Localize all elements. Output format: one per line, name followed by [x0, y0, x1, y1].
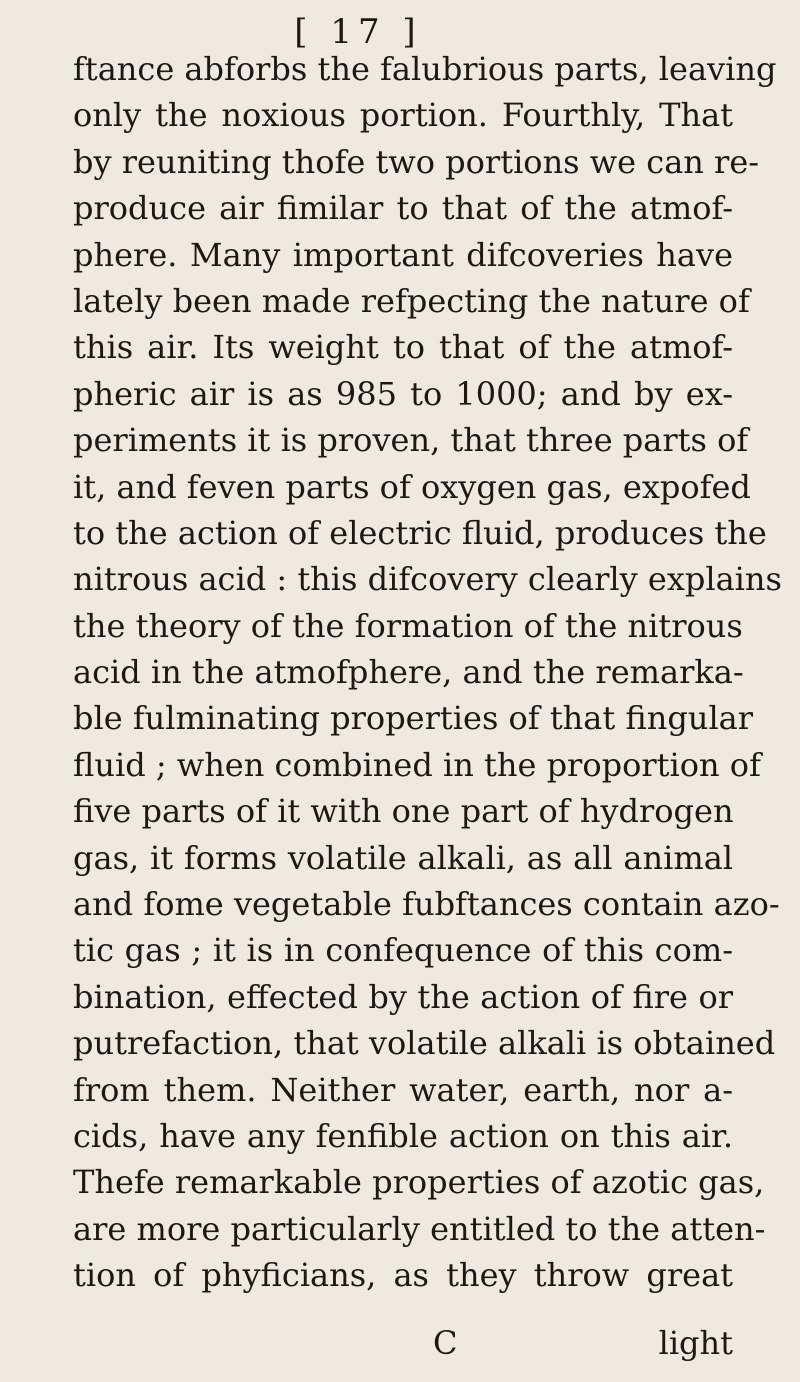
text-line: to the action of electric fluid, produces the — [73, 513, 767, 552]
text-line: ftance abforbs the falubrious parts, leaving — [73, 50, 777, 88]
text-line: by reuniting thofe two portions we can re- — [73, 142, 760, 181]
text-line: tic gas ; it is in confequence of this com- — [73, 931, 733, 970]
text-line: ble fulminating properties of that fingular — [73, 699, 754, 738]
text-line: bination, effected by the action of fire or — [73, 977, 733, 1016]
text-line: from them. Neither water, earth, nor a- — [73, 1070, 733, 1109]
text-line: produce air fimilar to that of the atmof- — [73, 189, 733, 228]
text-line: the theory of the formation of the nitrous — [73, 606, 743, 645]
text-line: phere. Many important difcoveries have — [73, 235, 733, 274]
text-line: fluid ; when combined in the proportion of — [73, 745, 761, 784]
text-line: only the noxious portion. Fourthly, That — [73, 96, 733, 135]
text-line: acid in the atmofphere, and the remarka- — [73, 653, 744, 692]
signature-mark: C — [433, 1324, 458, 1362]
text-line: nitrous acid : this difcovery clearly explains — [73, 560, 782, 599]
text-line: cids, have any fenfible action on this air. — [73, 1116, 733, 1155]
text-line: tion of phyficians, as they throw great — [73, 1256, 733, 1295]
text-line: gas, it forms volatile alkali, as all animal — [73, 838, 733, 877]
catchword: light — [658, 1324, 733, 1362]
text-line: five parts of it with one part of hydrogen — [73, 792, 734, 831]
text-line: are more particularly entitled to the atten- — [73, 1209, 766, 1248]
text-line: this air. Its weight to that of the atmof- — [73, 328, 733, 367]
text-line: putrefaction, that volatile alkali is obtained — [73, 1024, 776, 1063]
text-line: periments it is proven, that three parts of — [73, 421, 749, 460]
text-line: it, and feven parts of oxygen gas, expofed — [73, 467, 751, 506]
text-line: pheric air is as 985 to 1000; and by ex- — [73, 374, 733, 413]
text-line: Thefe remarkable properties of azotic gas, — [73, 1163, 765, 1202]
page-number: [ 17 ] — [294, 12, 422, 52]
page-footer — [73, 1320, 733, 1366]
body-text — [73, 46, 782, 1299]
text-line: and fome vegetable fubftances contain azo- — [73, 885, 780, 924]
text-line: lately been made refpecting the nature of — [73, 281, 750, 320]
